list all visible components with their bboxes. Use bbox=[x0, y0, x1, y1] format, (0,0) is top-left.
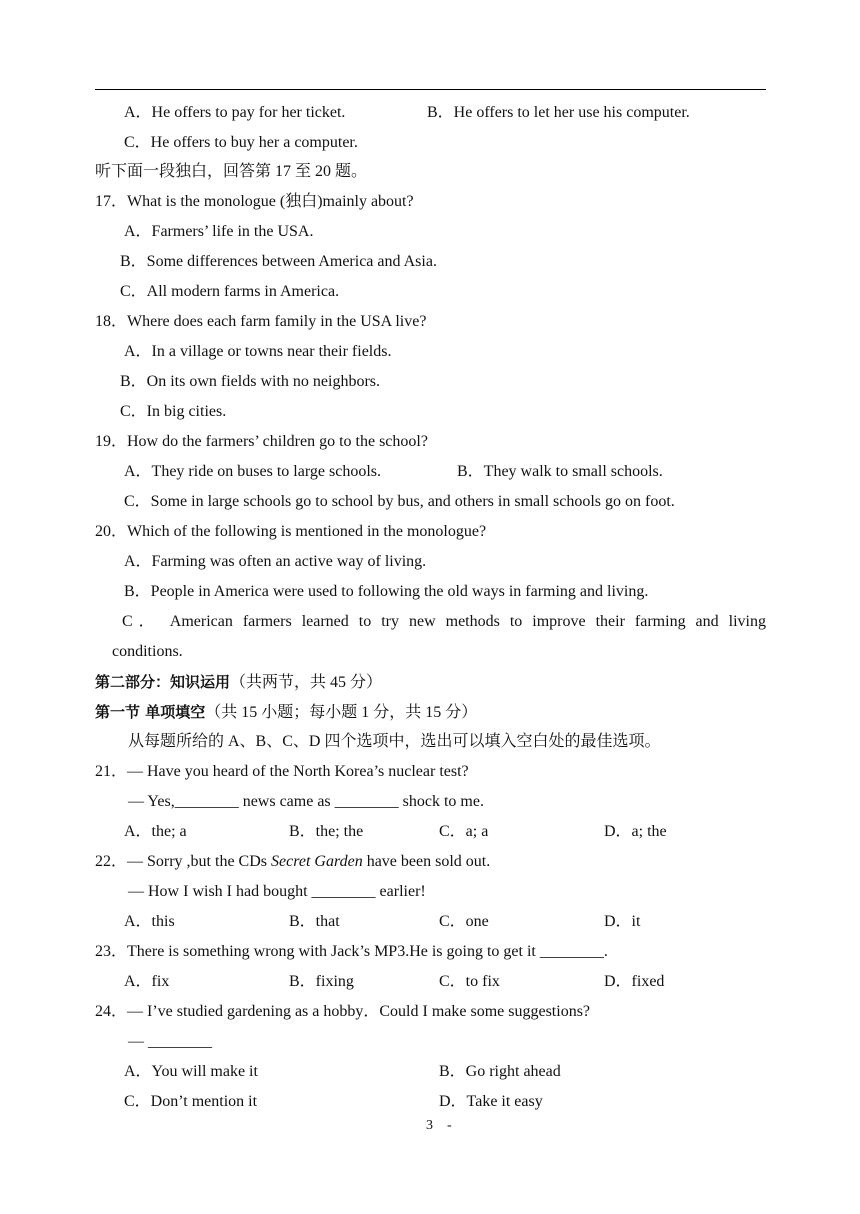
q21-option-c: C．a; a bbox=[439, 823, 489, 840]
q17-option-a: A．Farmers’ life in the USA. bbox=[124, 223, 314, 240]
q22-option-a: A．this bbox=[124, 913, 175, 930]
part-two-note: （共两节，共 45 分） bbox=[230, 674, 383, 691]
q19-stem: 19．How do the farmers’ children go to the school? bbox=[95, 433, 428, 450]
q24-option-a: A．You will make it bbox=[124, 1063, 258, 1080]
section-one-instruction: 从每题所给的 A、B、C、D 四个选项中，选出可以填入空白处的最佳选项。 bbox=[128, 733, 661, 750]
q24-option-d: D．Take it easy bbox=[439, 1093, 543, 1110]
q16-option-a: A．He offers to pay for her ticket. bbox=[124, 104, 346, 121]
q21-response: — Yes,________ news came as ________ shock to me. bbox=[128, 793, 484, 810]
q20-option-c-continued: conditions. bbox=[112, 643, 183, 660]
q24-stem: 24．— I’ve studied gardening as a hobby．Could I make some suggestions? bbox=[95, 1003, 591, 1020]
q19-option-b: B．They walk to small schools. bbox=[457, 463, 663, 480]
q22-option-b: B．that bbox=[289, 913, 340, 930]
q22-option-d: D．it bbox=[604, 913, 641, 930]
q20-option-c: C． American farmers learned to try new methods to improve their farming and living bbox=[122, 613, 766, 630]
monologue-instruction: 听下面一段独白，回答第 17 至 20 题。 bbox=[95, 163, 368, 180]
q21-option-d: D．a; the bbox=[604, 823, 667, 840]
q20-option-a: A．Farming was often an active way of living. bbox=[124, 553, 427, 570]
q23-option-d: D．fixed bbox=[604, 973, 665, 990]
q22-stem-end: have been sold out. bbox=[362, 853, 491, 870]
q17-option-c: C．All modern farms in America. bbox=[120, 283, 340, 300]
q19-option-a: A．They ride on buses to large schools. bbox=[124, 463, 381, 480]
q22-option-c: C．one bbox=[439, 913, 489, 930]
section-one-note: （共 15 小题；每小题 1 分，共 15 分） bbox=[205, 704, 478, 721]
q22-stem-start: 22．— Sorry ,but the CDs bbox=[95, 853, 272, 870]
q20-stem: 20．Which of the following is mentioned in the monologue? bbox=[95, 523, 487, 540]
q21-option-b: B．the; the bbox=[289, 823, 364, 840]
q24-option-c: C．Don’t mention it bbox=[124, 1093, 258, 1110]
section-one-title: 第一节 单项填空 bbox=[95, 703, 206, 721]
q16-option-b: B．He offers to let her use his computer. bbox=[427, 104, 690, 121]
q20-option-b: B．People in America were used to following the old ways in farming and living. bbox=[124, 583, 649, 600]
q18-option-a: A．In a village or towns near their fields. bbox=[124, 343, 392, 360]
q21-stem: 21．— Have you heard of the North Korea’s nuclear test? bbox=[95, 763, 469, 780]
page-number: 3 - bbox=[426, 1118, 452, 1133]
q16-option-c: C．He offers to buy her a computer. bbox=[124, 134, 358, 151]
q24-response: — ________ bbox=[128, 1033, 212, 1050]
q23-stem: 23．There is something wrong with Jack’s MP3.He is going to get it ________. bbox=[95, 943, 608, 960]
q18-option-b: B．On its own fields with no neighbors. bbox=[120, 373, 380, 390]
q19-option-c: C．Some in large schools go to school by bus, and others in small schools go on foot. bbox=[124, 493, 675, 510]
q18-stem: 18．Where does each farm family in the USA live? bbox=[95, 313, 427, 330]
q24-option-b: B．Go right ahead bbox=[439, 1063, 561, 1080]
q23-option-b: B．fixing bbox=[289, 973, 354, 990]
part-two-title: 第二部分：知识运用 bbox=[95, 673, 231, 691]
q17-option-b: B．Some differences between America and Asia. bbox=[120, 253, 437, 270]
q21-option-a: A．the; a bbox=[124, 823, 187, 840]
q17-stem: 17．What is the monologue (独白)mainly about? bbox=[95, 193, 414, 210]
part-two-heading bbox=[95, 672, 382, 693]
q22-response: — How I wish I had bought ________ earlier! bbox=[128, 883, 426, 900]
q23-option-a: A．fix bbox=[124, 973, 170, 990]
q22-stem bbox=[95, 852, 490, 872]
q22-album-title: Secret Garden bbox=[271, 853, 363, 870]
section-one-heading bbox=[95, 702, 477, 723]
header-rule bbox=[95, 89, 766, 90]
q18-option-c: C．In big cities. bbox=[120, 403, 227, 420]
q23-option-c: C．to fix bbox=[439, 973, 500, 990]
